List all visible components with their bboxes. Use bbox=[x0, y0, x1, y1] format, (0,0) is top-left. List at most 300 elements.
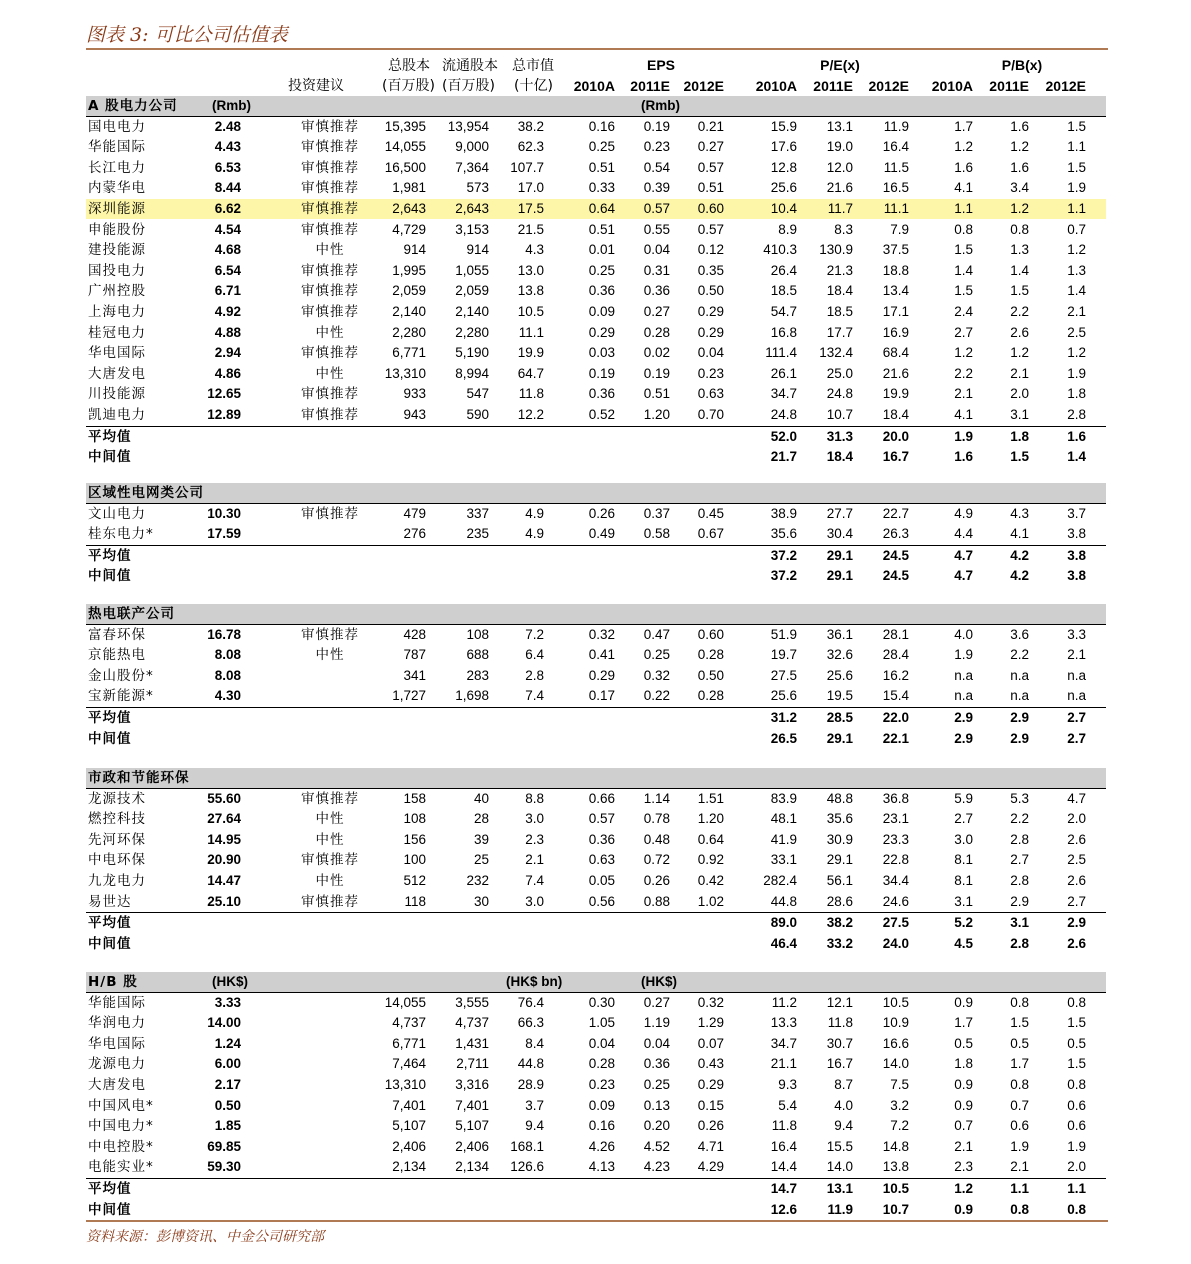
metric-value: 48.8 bbox=[826, 791, 853, 806]
metric-value: 1.20 bbox=[697, 811, 724, 826]
summary-value: 1.1 bbox=[1067, 1181, 1086, 1196]
metric-value: 0.92 bbox=[697, 852, 724, 867]
metric-value: 1.5 bbox=[954, 242, 973, 257]
metric-value: 2.1 bbox=[1067, 647, 1086, 662]
metric-value: 2.1 bbox=[1010, 366, 1029, 381]
metric-value: 14.0 bbox=[826, 1159, 853, 1174]
company-name: 先河环保 bbox=[88, 832, 146, 848]
metric-value: 7.2 bbox=[525, 627, 544, 642]
metric-value: 4.26 bbox=[588, 1139, 615, 1154]
metric-value: 28.1 bbox=[882, 627, 909, 642]
eps-unit: (HK$) bbox=[641, 974, 677, 989]
metric-value: 4.29 bbox=[697, 1159, 724, 1174]
rating: 中性 bbox=[315, 811, 345, 827]
metric-value: 30.7 bbox=[826, 1036, 853, 1051]
company-name: 桂冠电力 bbox=[88, 325, 146, 341]
metric-value: 2,059 bbox=[455, 283, 489, 298]
metric-value: 0.26 bbox=[697, 1118, 724, 1133]
metric-value: 0.23 bbox=[697, 366, 724, 381]
metric-value: 1.5 bbox=[954, 283, 973, 298]
metric-value: 30.9 bbox=[826, 832, 853, 847]
metric-value: 0.56 bbox=[588, 894, 615, 909]
share-price: 25.10 bbox=[207, 894, 241, 909]
share-price: 2.48 bbox=[214, 119, 241, 134]
company-name: 中国风电* bbox=[88, 1098, 154, 1114]
metric-value: 18.5 bbox=[770, 283, 797, 298]
metric-value: 4.1 bbox=[954, 407, 973, 422]
metric-value: 4.71 bbox=[697, 1139, 724, 1154]
metric-value: 1.5 bbox=[1067, 1056, 1086, 1071]
rating: 中性 bbox=[315, 366, 345, 382]
metric-value: 19.9 bbox=[882, 386, 909, 401]
metric-value: 156 bbox=[403, 832, 426, 847]
metric-value: 2.2 bbox=[1010, 304, 1029, 319]
figure-caption: 图表 3: 可比公司估值表 bbox=[86, 24, 288, 46]
metric-value: 19.0 bbox=[826, 139, 853, 154]
metric-value: 3.3 bbox=[1067, 627, 1086, 642]
metric-value: 0.57 bbox=[697, 160, 724, 175]
share-price: 8.08 bbox=[214, 668, 241, 683]
company-name: 大唐发电 bbox=[88, 366, 146, 382]
summary-value: 10.7 bbox=[882, 1202, 909, 1217]
metric-value: n.a bbox=[954, 668, 973, 683]
summary-value: 13.1 bbox=[826, 1181, 853, 1196]
metric-value: 39 bbox=[473, 832, 489, 847]
summary-value: 3.8 bbox=[1067, 568, 1086, 583]
summary-value: 4.5 bbox=[954, 936, 973, 951]
summary-value: 28.5 bbox=[826, 710, 853, 725]
metric-value: 1.7 bbox=[1010, 1056, 1029, 1071]
share-price: 6.53 bbox=[214, 160, 241, 175]
rating: 审慎推荐 bbox=[301, 407, 359, 423]
metric-value: 35.6 bbox=[770, 526, 797, 541]
metric-value: 3.6 bbox=[1010, 627, 1029, 642]
rating: 审慎推荐 bbox=[301, 222, 359, 238]
company-name: 燃控科技 bbox=[88, 811, 146, 827]
metric-value: 3.0 bbox=[525, 894, 544, 909]
metric-value: 7,364 bbox=[455, 160, 489, 175]
metric-value: 126.6 bbox=[510, 1159, 544, 1174]
metric-value: 1.2 bbox=[1067, 242, 1086, 257]
metric-value: 0.37 bbox=[643, 506, 670, 521]
metric-value: 337 bbox=[466, 506, 489, 521]
metric-value: 11.9 bbox=[883, 119, 909, 134]
metric-value: 0.8 bbox=[1010, 995, 1029, 1010]
metric-value: 5.3 bbox=[1010, 791, 1029, 806]
company-name: 华能国际 bbox=[88, 139, 146, 155]
header-year: 2012E bbox=[868, 78, 909, 94]
metric-value: 943 bbox=[403, 407, 426, 422]
metric-value: 0.09 bbox=[588, 1098, 615, 1113]
section-header-bar bbox=[86, 768, 1106, 788]
metric-value: 0.52 bbox=[588, 407, 615, 422]
metric-value: 0.19 bbox=[643, 119, 670, 134]
metric-value: 15,395 bbox=[384, 119, 426, 134]
metric-value: 28.9 bbox=[517, 1077, 544, 1092]
metric-value: 0.9 bbox=[954, 1077, 973, 1092]
metric-value: 0.6 bbox=[1010, 1118, 1029, 1133]
metric-value: 10.4 bbox=[770, 201, 797, 216]
section-title: 热电联产公司 bbox=[88, 606, 175, 622]
metric-value: 38.9 bbox=[770, 506, 797, 521]
summary-value: 16.7 bbox=[882, 449, 909, 464]
metric-value: 4.4 bbox=[954, 526, 973, 541]
summary-label: 中间值 bbox=[88, 936, 132, 952]
metric-value: 5,190 bbox=[455, 345, 489, 360]
metric-value: 2.6 bbox=[1010, 325, 1029, 340]
metric-value: 3.1 bbox=[954, 894, 973, 909]
metric-value: 8.7 bbox=[834, 1077, 853, 1092]
summary-value: 0.8 bbox=[1010, 1202, 1029, 1217]
metric-value: 1.5 bbox=[1010, 1015, 1029, 1030]
metric-value: 36.8 bbox=[882, 791, 909, 806]
section-title: A 股电力公司 bbox=[88, 98, 178, 114]
eps-unit: (Rmb) bbox=[641, 98, 680, 113]
metric-value: 1.7 bbox=[954, 119, 973, 134]
metric-value: 2.7 bbox=[1067, 894, 1086, 909]
metric-value: 1.8 bbox=[1067, 386, 1086, 401]
metric-value: 0.63 bbox=[697, 386, 724, 401]
metric-value: 28.6 bbox=[826, 894, 853, 909]
metric-value: 14.8 bbox=[882, 1139, 909, 1154]
share-price: 8.08 bbox=[214, 647, 241, 662]
metric-value: 2.2 bbox=[954, 366, 973, 381]
metric-value: 0.16 bbox=[588, 119, 615, 134]
metric-value: 0.54 bbox=[643, 160, 670, 175]
metric-value: 0.22 bbox=[643, 688, 670, 703]
metric-value: 118 bbox=[404, 894, 426, 909]
metric-value: 0.35 bbox=[697, 263, 724, 278]
metric-value: n.a bbox=[1010, 688, 1029, 703]
share-price: 55.60 bbox=[207, 791, 241, 806]
metric-value: 12.2 bbox=[517, 407, 544, 422]
metric-value: 51.9 bbox=[770, 627, 797, 642]
summary-label: 中间值 bbox=[88, 449, 132, 465]
summary-label: 平均值 bbox=[88, 1181, 132, 1197]
summary-value: 1.9 bbox=[954, 429, 973, 444]
metric-value: 0.6 bbox=[1067, 1118, 1086, 1133]
metric-value: 30 bbox=[473, 894, 489, 909]
header-year: 2011E bbox=[813, 78, 853, 94]
metric-value: 12.8 bbox=[770, 160, 797, 175]
summary-value: 2.8 bbox=[1010, 936, 1029, 951]
metric-value: 0.5 bbox=[954, 1036, 973, 1051]
metric-value: 0.36 bbox=[588, 832, 615, 847]
metric-value: 1.9 bbox=[1010, 1139, 1029, 1154]
metric-value: 3.0 bbox=[525, 811, 544, 826]
header-mktcap-unit: (十亿) bbox=[514, 78, 553, 94]
rating: 审慎推荐 bbox=[301, 304, 359, 320]
share-price: 6.54 bbox=[214, 263, 241, 278]
metric-value: 36.1 bbox=[826, 627, 853, 642]
share-price: 2.94 bbox=[214, 345, 241, 360]
metric-value: 11.8 bbox=[827, 1015, 853, 1030]
metric-value: 44.8 bbox=[517, 1056, 544, 1071]
metric-value: 1.14 bbox=[643, 791, 670, 806]
metric-value: 4.0 bbox=[954, 627, 973, 642]
share-price: 8.44 bbox=[214, 180, 241, 195]
metric-value: 28 bbox=[473, 811, 489, 826]
metric-value: 2.4 bbox=[954, 304, 973, 319]
share-price: 6.62 bbox=[214, 201, 241, 216]
metric-value: 6,771 bbox=[392, 1036, 426, 1051]
metric-value: 3.1 bbox=[1010, 407, 1029, 422]
metric-value: 0.03 bbox=[588, 345, 615, 360]
metric-value: 0.50 bbox=[697, 283, 724, 298]
metric-value: 0.66 bbox=[588, 791, 615, 806]
metric-value: 158 bbox=[403, 791, 426, 806]
metric-value: 0.28 bbox=[697, 688, 724, 703]
share-price: 10.30 bbox=[207, 506, 241, 521]
metric-value: 0.23 bbox=[588, 1077, 615, 1092]
metric-value: 0.30 bbox=[588, 995, 615, 1010]
metric-value: 933 bbox=[403, 386, 426, 401]
rating: 审慎推荐 bbox=[301, 180, 359, 196]
company-name: 国电电力 bbox=[88, 119, 146, 135]
rating: 审慎推荐 bbox=[301, 852, 359, 868]
metric-value: 0.32 bbox=[588, 627, 615, 642]
metric-value: 1.9 bbox=[1067, 1139, 1086, 1154]
metric-value: 11.7 bbox=[827, 201, 853, 216]
metric-value: 0.64 bbox=[697, 832, 724, 847]
rating: 中性 bbox=[315, 832, 345, 848]
metric-value: 0.39 bbox=[643, 180, 670, 195]
metric-value: 10.5 bbox=[882, 995, 909, 1010]
metric-value: 1,055 bbox=[455, 263, 489, 278]
metric-value: 18.8 bbox=[882, 263, 909, 278]
metric-value: 0.19 bbox=[643, 366, 670, 381]
metric-value: 0.25 bbox=[643, 1077, 670, 1092]
metric-value: 13,310 bbox=[384, 1077, 426, 1092]
metric-value: 4.23 bbox=[643, 1159, 670, 1174]
summary-value: 26.5 bbox=[770, 731, 797, 746]
metric-value: 26.4 bbox=[770, 263, 797, 278]
metric-value: 0.04 bbox=[643, 1036, 670, 1051]
metric-value: 0.47 bbox=[643, 627, 670, 642]
metric-value: 4.0 bbox=[834, 1098, 853, 1113]
share-price: 6.71 bbox=[214, 283, 241, 298]
summary-value: 29.1 bbox=[826, 568, 853, 583]
metric-value: 23.1 bbox=[882, 811, 909, 826]
metric-value: 2,134 bbox=[455, 1159, 489, 1174]
rating: 审慎推荐 bbox=[301, 283, 359, 299]
metric-value: 18.4 bbox=[826, 283, 853, 298]
metric-value: 0.7 bbox=[1010, 1098, 1029, 1113]
metric-value: 1.05 bbox=[588, 1015, 615, 1030]
metric-value: 100 bbox=[403, 852, 426, 867]
metric-value: 1.2 bbox=[1010, 139, 1029, 154]
share-price: 17.59 bbox=[207, 526, 241, 541]
metric-value: 914 bbox=[466, 242, 489, 257]
company-name: 华能国际 bbox=[88, 995, 146, 1011]
company-name: 中电控股* bbox=[88, 1139, 154, 1155]
metric-value: 2.8 bbox=[1010, 832, 1029, 847]
metric-value: 0.51 bbox=[588, 160, 615, 175]
metric-value: 0.60 bbox=[697, 201, 724, 216]
metric-value: 0.25 bbox=[588, 263, 615, 278]
metric-value: 38.2 bbox=[517, 119, 544, 134]
metric-value: 0.28 bbox=[697, 647, 724, 662]
summary-label: 中间值 bbox=[88, 568, 132, 584]
company-name: 凯迪电力 bbox=[88, 407, 146, 423]
metric-value: 2.1 bbox=[1067, 304, 1086, 319]
metric-value: 0.28 bbox=[643, 325, 670, 340]
metric-value: 1.4 bbox=[954, 263, 973, 278]
summary-value: 1.6 bbox=[1067, 429, 1086, 444]
metric-value: 0.04 bbox=[643, 242, 670, 257]
summary-label: 平均值 bbox=[88, 915, 132, 931]
metric-value: 23.3 bbox=[882, 832, 909, 847]
metric-value: 1,727 bbox=[392, 688, 426, 703]
metric-value: 3.4 bbox=[1010, 180, 1029, 195]
metric-value: 18.5 bbox=[826, 304, 853, 319]
summary-value: 37.2 bbox=[770, 568, 797, 583]
metric-value: 0.8 bbox=[1067, 1077, 1086, 1092]
metric-value: 1.3 bbox=[1010, 242, 1029, 257]
metric-value: 2.2 bbox=[1010, 811, 1029, 826]
summary-value: 2.9 bbox=[954, 710, 973, 725]
metric-value: 0.27 bbox=[643, 995, 670, 1010]
metric-value: 0.29 bbox=[697, 304, 724, 319]
metric-value: 9.4 bbox=[525, 1118, 544, 1133]
metric-value: 0.8 bbox=[1010, 222, 1029, 237]
metric-value: 410.3 bbox=[763, 242, 797, 257]
metric-value: 13.3 bbox=[770, 1015, 797, 1030]
metric-value: 0.13 bbox=[643, 1098, 670, 1113]
summary-value: 29.1 bbox=[826, 548, 853, 563]
metric-value: 1.9 bbox=[1067, 180, 1086, 195]
header-shares-total: 总股本 bbox=[388, 58, 430, 74]
metric-value: 0.57 bbox=[588, 811, 615, 826]
metric-value: 2,406 bbox=[392, 1139, 426, 1154]
metric-value: 25.6 bbox=[770, 180, 797, 195]
rating: 审慎推荐 bbox=[301, 791, 359, 807]
share-price: 14.00 bbox=[207, 1015, 241, 1030]
metric-value: 13,954 bbox=[447, 119, 489, 134]
metric-value: 1.2 bbox=[1010, 201, 1029, 216]
metric-value: 3.0 bbox=[954, 832, 973, 847]
summary-value: 22.0 bbox=[882, 710, 909, 725]
summary-value: 20.0 bbox=[882, 429, 909, 444]
company-name: 川投能源 bbox=[88, 386, 146, 402]
rating: 审慎推荐 bbox=[301, 894, 359, 910]
metric-value: 0.23 bbox=[643, 139, 670, 154]
share-price: 14.95 bbox=[207, 832, 241, 847]
metric-value: 0.27 bbox=[697, 139, 724, 154]
share-price: 1.24 bbox=[214, 1036, 241, 1051]
company-name: 金山股份* bbox=[88, 668, 154, 684]
metric-value: 0.7 bbox=[954, 1118, 973, 1133]
metric-value: 2.6 bbox=[1067, 873, 1086, 888]
header-year: 2010A bbox=[931, 78, 973, 94]
summary-value: 2.9 bbox=[954, 731, 973, 746]
summary-value: 37.2 bbox=[770, 548, 797, 563]
metric-value: 16.4 bbox=[770, 1139, 797, 1154]
metric-value: 1.9 bbox=[954, 647, 973, 662]
metric-value: 914 bbox=[403, 242, 426, 257]
metric-value: 13.8 bbox=[517, 283, 544, 298]
metric-value: 3.7 bbox=[525, 1098, 544, 1113]
metric-value: 25.0 bbox=[826, 366, 853, 381]
company-name: 深圳能源 bbox=[88, 201, 146, 217]
metric-value: 25.6 bbox=[770, 688, 797, 703]
metric-value: 30.4 bbox=[826, 526, 853, 541]
share-price: 6.00 bbox=[214, 1056, 241, 1071]
metric-value: 2,406 bbox=[455, 1139, 489, 1154]
metric-value: 54.7 bbox=[770, 304, 797, 319]
rating: 审慎推荐 bbox=[301, 263, 359, 279]
metric-value: 19.7 bbox=[770, 647, 797, 662]
metric-value: 3,555 bbox=[455, 995, 489, 1010]
metric-value: 1.2 bbox=[1010, 345, 1029, 360]
company-name: 建投能源 bbox=[88, 242, 146, 258]
company-name: 文山电力 bbox=[88, 506, 146, 522]
metric-value: 83.9 bbox=[770, 791, 797, 806]
metric-value: 2.8 bbox=[525, 668, 544, 683]
metric-value: 2.6 bbox=[1067, 832, 1086, 847]
metric-value: 1.6 bbox=[1010, 119, 1029, 134]
metric-value: 21.6 bbox=[882, 366, 909, 381]
metric-value: 0.09 bbox=[588, 304, 615, 319]
metric-value: 1.6 bbox=[1010, 160, 1029, 175]
metric-value: 2.1 bbox=[525, 852, 544, 867]
metric-value: n.a bbox=[1010, 668, 1029, 683]
summary-value: 2.7 bbox=[1067, 731, 1086, 746]
metric-value: 11.5 bbox=[883, 160, 909, 175]
metric-value: 3.2 bbox=[890, 1098, 909, 1113]
summary-label: 中间值 bbox=[88, 731, 132, 747]
metric-value: 24.8 bbox=[770, 407, 797, 422]
metric-value: 25 bbox=[473, 852, 489, 867]
metric-value: 5,107 bbox=[392, 1118, 426, 1133]
metric-value: 1.2 bbox=[954, 139, 973, 154]
metric-value: 4.52 bbox=[643, 1139, 670, 1154]
summary-value: 3.8 bbox=[1067, 548, 1086, 563]
summary-value: 31.3 bbox=[826, 429, 853, 444]
metric-value: 1,995 bbox=[392, 263, 426, 278]
share-price: 12.89 bbox=[207, 407, 241, 422]
share-price: 4.92 bbox=[214, 304, 241, 319]
share-price: 4.68 bbox=[214, 242, 241, 257]
metric-value: 547 bbox=[466, 386, 489, 401]
metric-value: 64.7 bbox=[517, 366, 544, 381]
summary-value: 4.2 bbox=[1010, 548, 1029, 563]
header-pb: P/B(x) bbox=[1001, 57, 1043, 73]
metric-value: 10.9 bbox=[882, 1015, 909, 1030]
metric-value: 0.72 bbox=[643, 852, 670, 867]
metric-value: 107.7 bbox=[510, 160, 544, 175]
share-price: 27.64 bbox=[207, 811, 241, 826]
metric-value: 16.6 bbox=[882, 1036, 909, 1051]
rating: 审慎推荐 bbox=[301, 506, 359, 522]
metric-value: 1.3 bbox=[1067, 263, 1086, 278]
metric-value: 8.3 bbox=[834, 222, 853, 237]
metric-value: 0.9 bbox=[954, 995, 973, 1010]
metric-value: 4.13 bbox=[588, 1159, 615, 1174]
metric-value: 0.01 bbox=[588, 242, 615, 257]
metric-value: 2,643 bbox=[455, 201, 489, 216]
header-shares-float: 流通股本 bbox=[442, 58, 498, 74]
metric-value: 14.4 bbox=[770, 1159, 797, 1174]
metric-value: 8.9 bbox=[778, 222, 797, 237]
metric-value: 0.29 bbox=[697, 1077, 724, 1092]
metric-value: 4.3 bbox=[525, 242, 544, 257]
metric-value: 21.3 bbox=[826, 263, 853, 278]
metric-value: 7,401 bbox=[455, 1098, 489, 1113]
metric-value: 0.5 bbox=[1067, 1036, 1086, 1051]
metric-value: 17.7 bbox=[826, 325, 853, 340]
metric-value: 0.25 bbox=[588, 139, 615, 154]
